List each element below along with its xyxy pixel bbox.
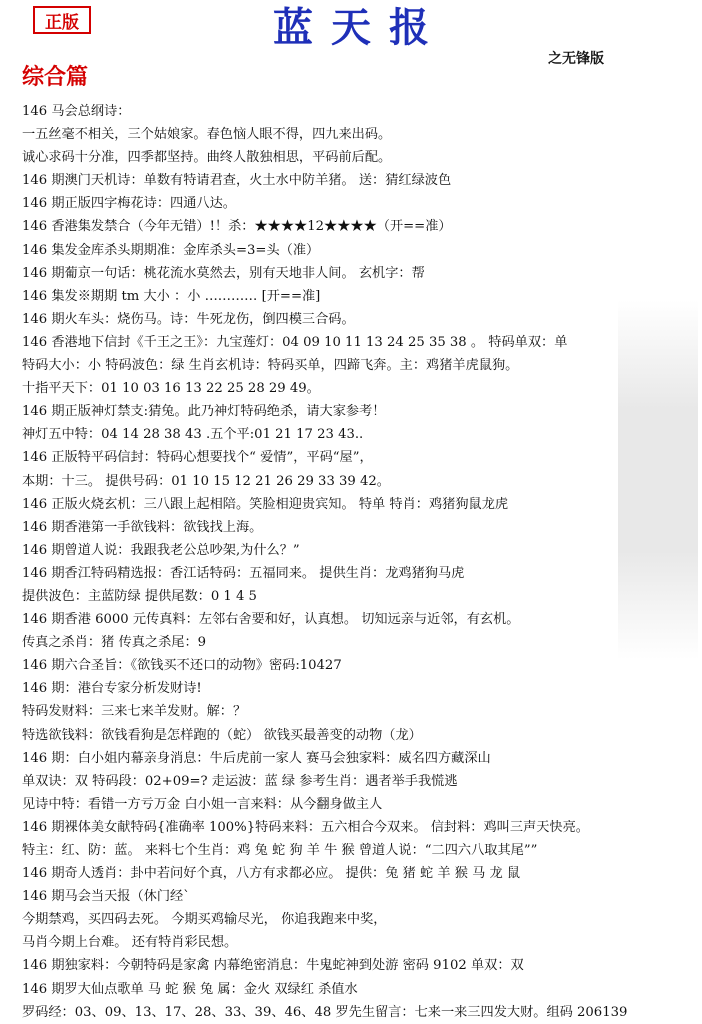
text-line: 146 期裸体美女献特码{准确率 100%}特码来料：五六相合今双来。 信封料：鸡叫三声天快亮。 bbox=[22, 819, 589, 835]
text-line: 146 期香江特码精选报：香江话特码：五福同来。 提供生肖：龙鸡猪狗马虎 bbox=[22, 565, 465, 581]
text-line: 146 期奇人透肖：卦中若问好个真，八方有求都必应。 提供：兔 猪 蛇 羊 猴 马 龙 鼠 bbox=[22, 866, 521, 882]
text-line: 特主：红、防：蓝。 来料七个生肖：鸡 兔 蛇 狗 羊 牛 猴 曾道人说：“二四六八取其尾”” bbox=[22, 843, 538, 858]
text-line: 146 期澳门天机诗：单数有特请君查，火土水中防羊猪。 送：猜红绿波色 bbox=[22, 173, 452, 189]
text-line: 诚心求码十分准，四季都坚持。曲终人散独相思，平码前后配。 bbox=[22, 150, 392, 166]
text-line: 146 期六合圣旨：《欲钱买不还口的动物》密码:10427 bbox=[22, 658, 342, 674]
text-line: 146 集发金库杀头期期准：金库杀头=3=头（准） bbox=[22, 242, 320, 258]
edition-label: 之无锋版 bbox=[548, 51, 604, 67]
page-title: 蓝天报 bbox=[273, 4, 447, 51]
text-line: 146 期香港 6000 元传真料：左邻右舍要和好，认真想。 切知远亲与近邻，有玄机。 bbox=[22, 612, 520, 628]
text-line: 十指平天下：01 10 03 16 13 22 25 28 29 49。 bbox=[22, 381, 320, 397]
text-line: 146 正版特平码信封：特码心想要找个“ 爱情”，平码“屋”， bbox=[22, 450, 373, 466]
text-line: 146 期葡京一句话：桃花流水莫然去，别有天地非人间。 玄机字：帮 bbox=[22, 265, 425, 281]
text-line: 146 香港集发禁合（今年无错）!！杀：★★★★12★★★★（开==准） bbox=[22, 219, 452, 235]
text-line: 传真之杀肖：猪 传真之杀尾：9 bbox=[22, 635, 207, 651]
text-line: 146 期香港第一手欲钱料：欲钱找上海。 bbox=[22, 519, 263, 535]
text-line: 146 香港地下信封《千王之王》：九宝莲灯：04 09 10 11 13 24 25 35 38 。 特码单双：单 bbox=[22, 334, 568, 350]
text-line: 146 期独家料：今朝特码是家禽 内幕绝密消息：牛鬼蛇神到处游 密码 9102 单双：双 bbox=[22, 958, 524, 974]
text-line: 146 期马会当天报（休门经` bbox=[22, 889, 190, 905]
text-line: 罗码经：03、09、13、17、28、33、39、46、48 罗先生留言：七来一来三四发大财。组码 206139 bbox=[22, 1004, 628, 1020]
section-heading: 综合篇 bbox=[22, 64, 89, 90]
text-line: 本期：十三。 提供号码：01 10 15 12 21 26 29 33 39 42。 bbox=[22, 473, 390, 489]
text-line: 146 期罗大仙点歌单 马 蛇 猴 兔 属：金火 双绿红 杀值水 bbox=[22, 981, 358, 997]
article-body bbox=[22, 100, 692, 1024]
text-line: 马肖今期上台难。 还有特肖彩民想。 bbox=[22, 935, 238, 951]
text-line: 146 期：白小姐内幕亲身消息：牛后虎前一家人 赛马会独家料：威名四方藏深山 bbox=[22, 750, 491, 766]
text-line: 提供波色：主蓝防绿 提供尾数：0 1 4 5 bbox=[22, 588, 257, 604]
authentic-badge: 正版 bbox=[33, 6, 91, 34]
text-line: 146 期：港台专家分析发财诗! bbox=[22, 681, 202, 697]
text-line: 今期禁鸡，买四码去死。 今期买鸡输尽光， 你追我跑来中奖， bbox=[22, 912, 387, 928]
text-line: 146 期正版四字梅花诗：四通八达。 bbox=[22, 196, 236, 212]
text-line: 146 期正版神灯禁支:猜兔。此乃神灯特码绝杀，请大家参考！ bbox=[22, 404, 386, 420]
text-line: 特码发财料：三来七来羊发财。解：？ bbox=[22, 704, 247, 720]
text-line: 146 期火车头：烧伤马。诗：牛死龙伤，倒四模三合码。 bbox=[22, 311, 355, 327]
text-line: 单双诀：双 特码段：02+09=? 走运波：蓝 绿 参考生肖：遇者举手我慌逃 bbox=[22, 773, 458, 789]
text-line: 神灯五中特：04 14 28 38 43 .五个平:01 21 17 23 43.. bbox=[22, 427, 364, 443]
text-line: 特选欲钱料：欲钱看狗是怎样跑的（蛇） 欲钱买最善变的动物（龙） bbox=[22, 727, 422, 743]
text-line: 特码大小：小 特码波色：绿 生肖玄机诗：特码买单，四蹄飞奔。主：鸡猪羊虎鼠狗。 bbox=[22, 358, 519, 374]
text-line: 146 期曾道人说：我跟我老公总吵架,为什么？” bbox=[22, 542, 300, 558]
text-line: 见诗中特：看错一方亏万金 白小姐一言来料：从今翻身做主人 bbox=[22, 796, 383, 812]
text-line: 146 正版火烧玄机：三八跟上起相陪。笑脸相迎贵宾知。 特单 特肖：鸡猪狗鼠龙虎 bbox=[22, 496, 509, 512]
text-line: 146 马会总纲诗： bbox=[22, 104, 131, 119]
text-line: 146 集发※期期 tm 大小 ：小 ………… [开==准] bbox=[22, 288, 321, 304]
text-line: 一五丝毫不相关，三个姑娘家。春色恼人眼不得，四九来出码。 bbox=[22, 127, 392, 143]
